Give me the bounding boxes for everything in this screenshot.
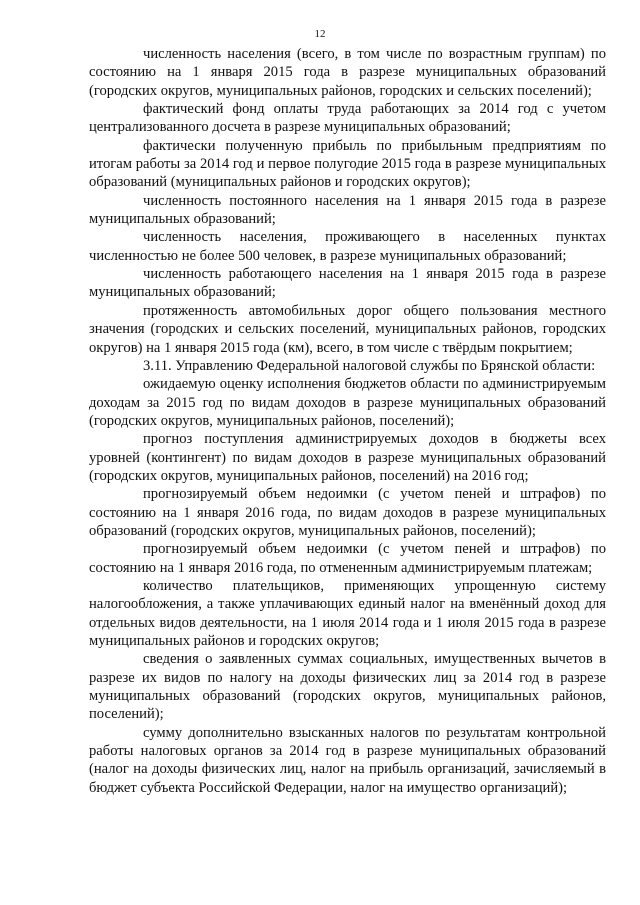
paragraph-permanent-population: численность постоянного населения на 1 января 2015 года в разрезе муниципальных образований;	[89, 192, 606, 228]
paragraph-profit: фактически полученную прибыль по прибыльным предприятиям по итогам работы за 2014 год и первое полугодие 2015 года в разрезе муниципальных образований (муниципальных районов и городских округов);	[89, 137, 606, 191]
paragraph-roads: протяженность автомобильных дорог общего пользования местного значения (городских и сельских поселений, муниципальных районов, городских округов) на 1 января 2015 года (км), всего, в том числе с твёрдым покрытием;	[89, 302, 606, 356]
paragraph-arrears-cancelled: прогнозируемый объем недоимки (с учетом пеней и штрафов) по состоянию на 1 января 2016 года, по отмененным администрируемым платежам;	[89, 541, 606, 576]
section-heading-3-11: 3.11. Управлению Федеральной налоговой службы по Брянской области:	[143, 357, 596, 374]
paragraph-working-population: численность работающего населения на 1 января 2015 года в разрезе муниципальных образований;	[89, 266, 606, 301]
paragraph-population-by-age: численность населения (всего, в том числе по возрастным группам) по состоянию на 1 января 2015 года в разрезе муниципальных образований (городских округов, муниципальных районов, городских и сельских поселений);	[89, 46, 606, 99]
paragraph-tax-deductions: сведения о заявленных суммах социальных, имущественных вычетов в разрезе их видов по налогу на доходы физических лиц за 2014 год в разрезе муниципальных образований (городских округов, муниципальных районов, поселений);	[89, 651, 606, 723]
paragraph-budget-estimate: ожидаемую оценку исполнения бюджетов области по администрируемым доходам за 2015 год по видам доходов в разрезе муниципальных образований (городских округов, муниципальных районов, поселений);	[89, 376, 606, 429]
paragraph-additional-taxes: сумму дополнительно взысканных налогов по результатам контрольной работы налоговых органов за 2014 год в разрезе муниципальных образований (налог на доходы физических лиц, налог на прибыль организаций, зачисляемый в бюджет субъекта Российской Федерации, налог на имущество организаций);	[89, 724, 606, 796]
paragraph-small-settlements: численность населения, проживающего в населенных пунктах численностью не более 500 человек, в разрезе муниципальных образований;	[89, 229, 606, 264]
paragraph-wage-fund: фактический фонд оплаты труда работающих за 2014 год с учетом централизованного досчета в разрезе муниципальных образований;	[89, 101, 606, 136]
paragraph-revenue-forecast: прогноз поступления администрируемых доходов в бюджеты всех уровней (контингент) по видам доходов в разрезе муниципальных образований (городских округов, муниципальных районов, поселений) на 2016 год;	[89, 431, 606, 484]
paragraph-simplified-taxpayers: количество плательщиков, применяющих упрощенную систему налогообложения, а также уплачивающих единый налог на вменённый доход для отдельных видов деятельности, на 1 июля 2014 года и 1 июля 2015 года в разрезе муниципальных районов и городских округов;	[89, 577, 606, 649]
page-number: 12	[314, 28, 326, 40]
paragraph-arrears-by-type: прогнозируемый объем недоимки (с учетом пеней и штрафов) по состоянию на 1 января 2016 года, по видам доходов в разрезе муниципальных образований (городских округов, муниципальных районов, поселений);	[89, 486, 606, 539]
document-body	[89, 45, 606, 797]
